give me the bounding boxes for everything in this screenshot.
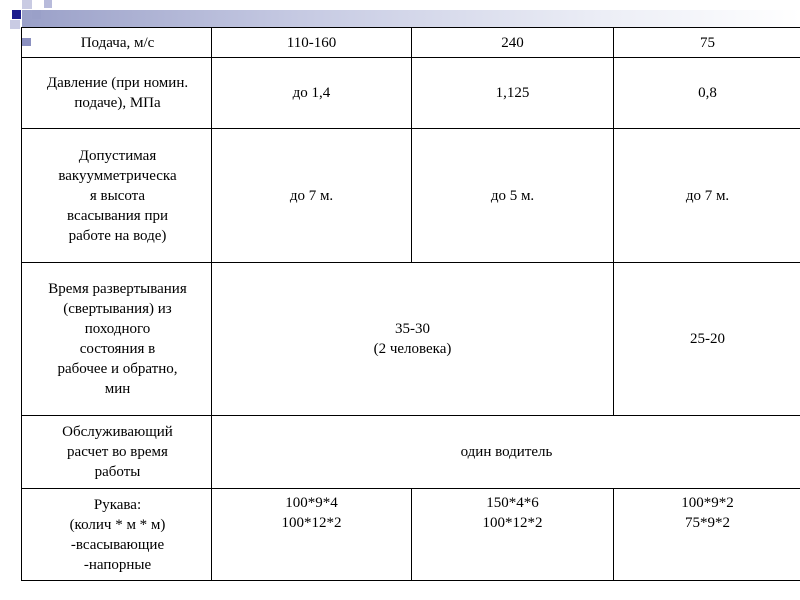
merged-cell-line: 35-30 [395,321,430,337]
row-header-line: работе на воде) [68,227,167,244]
row-header [22,489,212,581]
row-header-line: -напорные [83,556,152,573]
row-header [22,263,212,416]
row-header [22,416,212,489]
row-header-line: Допустимая [78,147,157,164]
row-header-line: Обслуживающий [62,424,173,440]
table-cell [412,489,614,581]
table-row [22,489,800,581]
row-header-line: Давление (при номин. [46,75,189,91]
specifications-table [21,27,800,581]
row-header [22,129,212,263]
decor-square [44,0,52,8]
row-header-line: рабочее и обратно, [57,361,178,377]
table-cell: 25-20 [614,263,800,416]
row-header-line: -всасывающие [70,536,165,553]
row-header-line: (колич * м * м) [69,516,166,533]
row-header-line: расчет во время [67,444,168,460]
decor-square [22,0,32,9]
merged-cell [212,263,614,416]
cell-line: 100*9*2 [681,495,734,511]
merged-cell-line: (2 человека) [373,341,452,357]
table-row [22,129,800,263]
decor-square [32,10,41,19]
row-header-line: я высота [89,187,146,204]
table-cell: до 7 м. [614,129,800,263]
row-header-line: подаче), МПа [74,95,161,111]
row-header-line: состояния в [79,341,156,357]
table-cell: до 1,4 [212,58,412,129]
table-cell: до 7 м. [212,129,412,263]
cell-line: 150*4*6 [486,495,539,511]
table-cell: 1,125 [412,58,614,129]
row-header-line: походного [84,321,151,337]
cell-line: 100*12*2 [281,515,342,531]
decor-square [12,10,21,19]
decor-square [10,20,20,29]
table-cell [614,489,800,581]
table-cell: 0,8 [614,58,800,129]
table-row [22,28,800,58]
cell-line: 100*12*2 [482,515,543,531]
row-header-line: всасывания при [66,207,169,224]
row-header-line: работы [94,464,141,480]
cell-line: 100*9*4 [285,495,338,511]
header-gradient-bar [22,10,800,28]
table-row [22,263,800,416]
row-header-line: Время развертывания [48,281,187,297]
table-cell: 75 [614,28,800,58]
table-row [22,416,800,489]
row-header-line: вакуумметрическа [58,167,177,184]
row-header [22,58,212,129]
merged-cell: один водитель [212,416,800,489]
cell-line: 75*9*2 [685,515,730,531]
row-header: Подача, м/с [22,28,212,58]
table-row [22,58,800,129]
table-cell [212,489,412,581]
table-cell: 240 [412,28,614,58]
table-cell: 110-160 [212,28,412,58]
table-cell: до 5 м. [412,129,614,263]
row-header-line: Рукава: [93,496,142,513]
row-header-line: мин [104,381,131,397]
row-header-line: (свертывания) из [63,301,172,317]
